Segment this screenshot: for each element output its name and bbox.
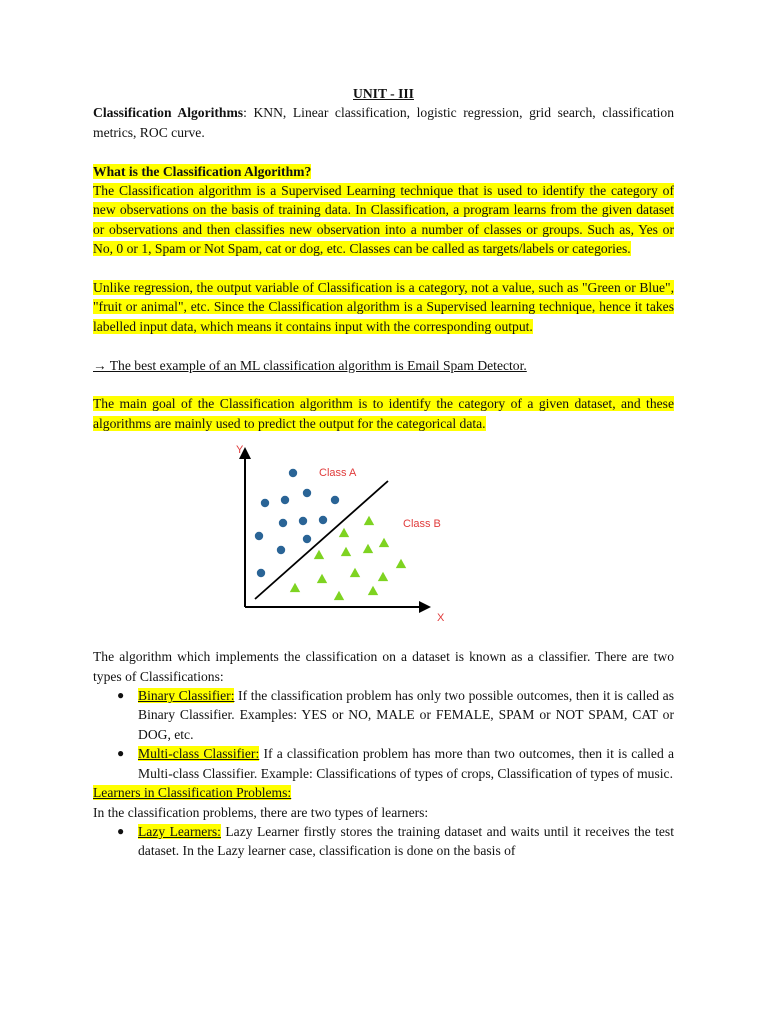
- class-b-point: [317, 574, 327, 583]
- x-axis-label: X: [437, 612, 445, 625]
- classifier-term: Binary Classifier:: [138, 688, 235, 704]
- class-b-point: [339, 528, 349, 537]
- class-b-point: [378, 572, 388, 581]
- class-b-point: [364, 516, 374, 525]
- classifier-list: [93, 686, 674, 783]
- paragraph-goal: [93, 394, 674, 433]
- learner-text: Lazy Learner firstly stores the training dataset and waits until it receives the test dataset. In the Lazy learner case, classification is done on the basis of: [138, 823, 674, 859]
- learner-term: Lazy Learners:: [138, 823, 221, 839]
- intro-paragraph: [93, 103, 674, 142]
- class-a-point: [303, 489, 311, 497]
- paragraph-definition: [93, 181, 674, 259]
- x-axis-arrow-icon: [419, 601, 431, 613]
- list-item: [117, 744, 674, 783]
- paragraph-regression: [93, 278, 674, 336]
- bullet: ●: [117, 688, 125, 703]
- learners-heading-text: Learners in Classification Problems:: [93, 785, 292, 801]
- class-a-point: [299, 517, 307, 525]
- class-a-point: [303, 535, 311, 543]
- list-item: [117, 686, 674, 744]
- class-b-point: [396, 559, 406, 568]
- classifier-intro: The algorithm which implements the classification on a dataset is known as a classifier. There are two types of Classifications:: [93, 649, 674, 684]
- intro-text: : KNN, Linear classification, logistic regression, grid search, classification metrics, ROC curve.: [93, 105, 674, 140]
- class-b-point: [341, 547, 351, 556]
- class-a-point: [255, 532, 263, 540]
- question-heading-text: What is the Classification Algorithm?: [93, 163, 312, 179]
- class-b-label: Class B: [403, 518, 441, 531]
- class-b-point: [379, 538, 389, 547]
- paragraph-definition-text: The Classification algorithm is a Supervised Learning technique that is used to identify the category of new observations on the basis of training data. In Classification, a program learns from the given dataset or observations and then classifies new observation into a number of classes or groups. Such as, Yes or No, 0 or 1, Spam or Not Spam, cat or dog, etc. Classes can be called as targets/labels or categories.: [93, 183, 674, 257]
- bullet: ●: [117, 746, 125, 761]
- document-page: [93, 84, 674, 861]
- class-b-point: [314, 550, 324, 559]
- learner-list: [93, 822, 674, 861]
- class-b-point: [290, 583, 300, 592]
- paragraph-regression-text: Unlike regression, the output variable of Classification is a category, not a value, such as "Green or Blue", "fruit or animal", etc. Since the Classification algorithm is a Supervised learning technique, hence it takes labelled input data, which means it contains input with the corresponding output.: [93, 280, 674, 334]
- bullet: ●: [117, 823, 125, 838]
- classifier-text: If the classification problem has only two possible outcomes, then it is called as Binary Classifier. Examples: YES or NO, MALE or FEMALE, SPAM or NOT SPAM, CAT or DOG, etc.: [138, 688, 674, 742]
- class-a-point: [331, 496, 339, 504]
- example-line-text: → The best example of an ML classification algorithm is Email Spam Detector.: [93, 357, 527, 373]
- question-heading: [93, 162, 674, 181]
- y-axis-label: Y: [236, 444, 244, 457]
- class-b-point: [363, 544, 373, 553]
- classification-diagram: [233, 441, 523, 625]
- learners-intro: In the classification problems, there are two types of learners:: [93, 804, 429, 820]
- intro-term: Classification Algorithms: [93, 105, 244, 121]
- class-a-point: [281, 496, 289, 504]
- class-a-label: Class A: [319, 467, 357, 480]
- list-item: [117, 822, 674, 861]
- class-a-point: [261, 499, 269, 507]
- classifier-text: If a classification problem has more than two outcomes, then it is called a Multi-class Classifier. Example: Classifications of types of crops, Classification of types of music.: [138, 746, 674, 781]
- class-b-point: [334, 591, 344, 600]
- class-a-point: [289, 469, 297, 477]
- class-a-point: [279, 519, 287, 527]
- classification-figure: [93, 435, 674, 643]
- paragraph-goal-text: The main goal of the Classification algorithm is to identify the category of a given dataset, and these algorithms are mainly used to predict the output for the categorical data.: [93, 396, 674, 431]
- class-b-point: [368, 586, 378, 595]
- learners-heading: [93, 783, 674, 802]
- classifier-term: Multi-class Classifier:: [138, 746, 260, 762]
- unit-title: UNIT - III: [353, 86, 414, 101]
- class-b-point: [350, 568, 360, 577]
- class-a-point: [319, 516, 327, 524]
- class-a-point: [277, 546, 285, 554]
- example-line: [93, 356, 674, 375]
- class-a-point: [257, 569, 265, 577]
